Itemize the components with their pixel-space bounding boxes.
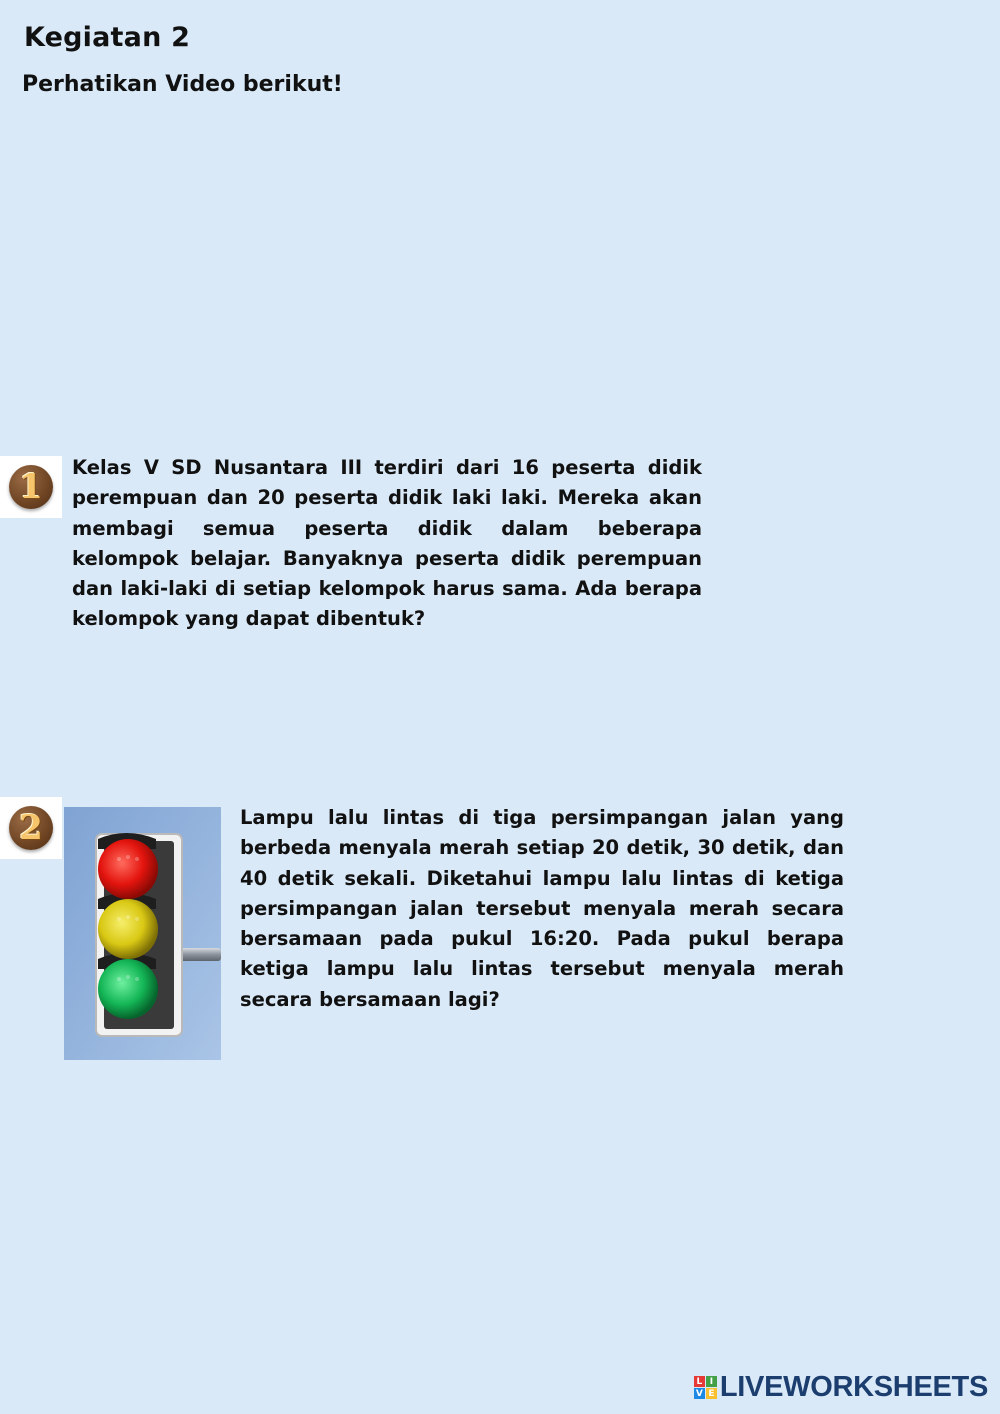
logo-letter: E [706, 1388, 717, 1399]
logo-letter: I [706, 1376, 717, 1387]
page-title: Kegiatan 2 [24, 22, 191, 53]
question-2-text: Lampu lalu lintas di tiga persimpangan jalan yang berbeda menyala merah setiap 20 detik, 30 detik, dan 40 detik sekali. Diketahui lampu lalu lintas di ketiga persimpangan jalan tersebut menyala merah secara bersamaan pada pukul 16:20. Pada pukul berapa ketiga lampu lalu lintas tersebut menyala merah secara bersamaan lagi? [240, 806, 844, 1011]
logo-text: LIVEWORKSHEETS [719, 1371, 988, 1403]
page-subtitle: Perhatikan Video berikut! [22, 72, 343, 97]
question-1-text: Kelas V SD Nusantara III terdiri dari 16 peserta didik perempuan dan 20 peserta didik laki laki. Mereka akan membagi semua peserta didik dalam beberapa kelompok belajar. Banyaknya peserta didik perempuan dan laki-laki di setiap kelompok harus sama. Ada berapa kelompok yang dapat dibentuk? [72, 456, 702, 631]
liveworksheets-logo [694, 1371, 988, 1404]
question-1-number-badge [0, 456, 62, 518]
traffic-light-image [64, 807, 221, 1060]
question-2-number-badge [0, 797, 62, 859]
logo-grid-icon [694, 1376, 717, 1399]
logo-letter: L [694, 1376, 705, 1387]
number-2-icon: 2 [9, 806, 53, 850]
logo-letter: V [694, 1388, 705, 1399]
number-1-icon: 1 [9, 465, 53, 509]
